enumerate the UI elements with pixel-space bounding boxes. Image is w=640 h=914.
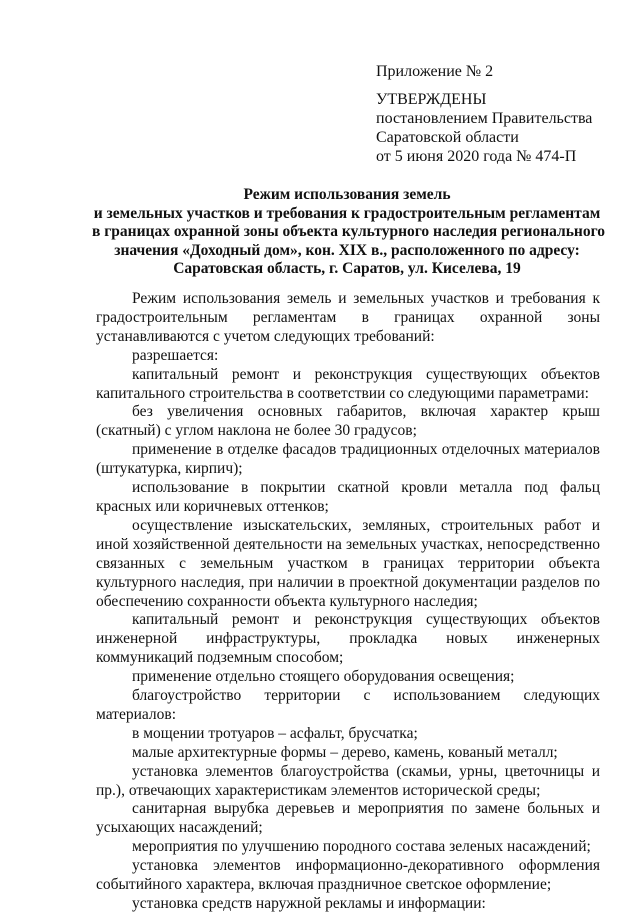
body-paragraph: без увеличения основных габаритов, включая характер крыш (скатный) с углом наклона не более 30 градусов; bbox=[96, 403, 600, 440]
body-paragraph: осуществление изыскательских, земляных, строительных работ и иной хозяйственной деятельности на земельных участках, непосредственно связанных с земельным участком в границах территории объекта культурного наследия, при наличии в проектной документации разделов по обеспечению сохранности объекта культурного наследия; bbox=[96, 516, 600, 610]
appendix-number: Приложение № 2 bbox=[376, 63, 494, 80]
title-line: значения «Доходный дом», кон. XIX в., расположенного по адресу: bbox=[114, 241, 580, 259]
document-body bbox=[96, 290, 600, 914]
body-paragraph: санитарная вырубка деревьев и мероприятия по замене больных и усыхающих насаждений; bbox=[96, 800, 600, 837]
body-paragraph: применение отдельно стоящего оборудования освещения; bbox=[132, 668, 515, 686]
body-paragraph: благоустройство территории с использованием следующих материалов: bbox=[96, 687, 600, 723]
approval-block bbox=[376, 62, 616, 166]
body-paragraph: разрешается: bbox=[132, 346, 219, 364]
title-line: Саратовская область, г. Саратов, ул. Киселева, 19 bbox=[173, 260, 521, 277]
body-paragraph: в мощении тротуаров – асфальт, брусчатка; bbox=[132, 724, 418, 742]
body-paragraph: использование в покрытии скатной кровли металла под фальц красных или коричневых оттенков; bbox=[96, 479, 600, 515]
approval-region: Саратовской области bbox=[376, 129, 519, 146]
title-line: в границах охранной зоны объекта культурного наследия регионального bbox=[92, 223, 605, 240]
body-paragraph: мероприятия по улучшению породного состава зеленых насаждений; bbox=[132, 838, 591, 856]
body-paragraph: применение в отделке фасадов традиционных отделочных материалов (штукатурка, кирпич); bbox=[96, 441, 600, 478]
body-paragraph: установка элементов информационно-декоративного оформления событийного характера, включая праздничное светское оформление; bbox=[96, 857, 600, 894]
approval-date: от 5 июня 2020 года № 474-П bbox=[376, 148, 577, 165]
document-title bbox=[92, 186, 605, 279]
approval-authority: постановлением Правительства bbox=[376, 110, 593, 127]
title-line: и земельных участков и требования к градостроительным регламентам bbox=[93, 204, 601, 222]
approval-heading: УТВЕРЖДЕНЫ bbox=[376, 91, 487, 108]
body-paragraph: капитальный ремонт и реконструкция существующих объектов капитального строительства в соответствии со следующими параметрами: bbox=[96, 365, 600, 402]
body-paragraph: капитальный ремонт и реконструкция существующих объектов инженерной инфраструктуры, прокладка новых инженерных коммуникаций подземным способом; bbox=[96, 611, 600, 667]
body-paragraph: Режим использования земель и земельных участков и требования к градостроительным регламентам в границах охранной зоны устанавливаются с учетом следующих требований: bbox=[96, 290, 600, 345]
body-paragraph: малые архитектурные формы – дерево, камень, кованый металл; bbox=[132, 743, 558, 761]
body-paragraph: установка средств наружной рекламы и информации: bbox=[132, 895, 486, 912]
title-line: Режим использования земель bbox=[243, 186, 451, 203]
body-paragraph: установка элементов благоустройства (скамьи, урны, цветочницы и пр.), отвечающих характеристикам элементов исторической среды; bbox=[96, 762, 600, 799]
